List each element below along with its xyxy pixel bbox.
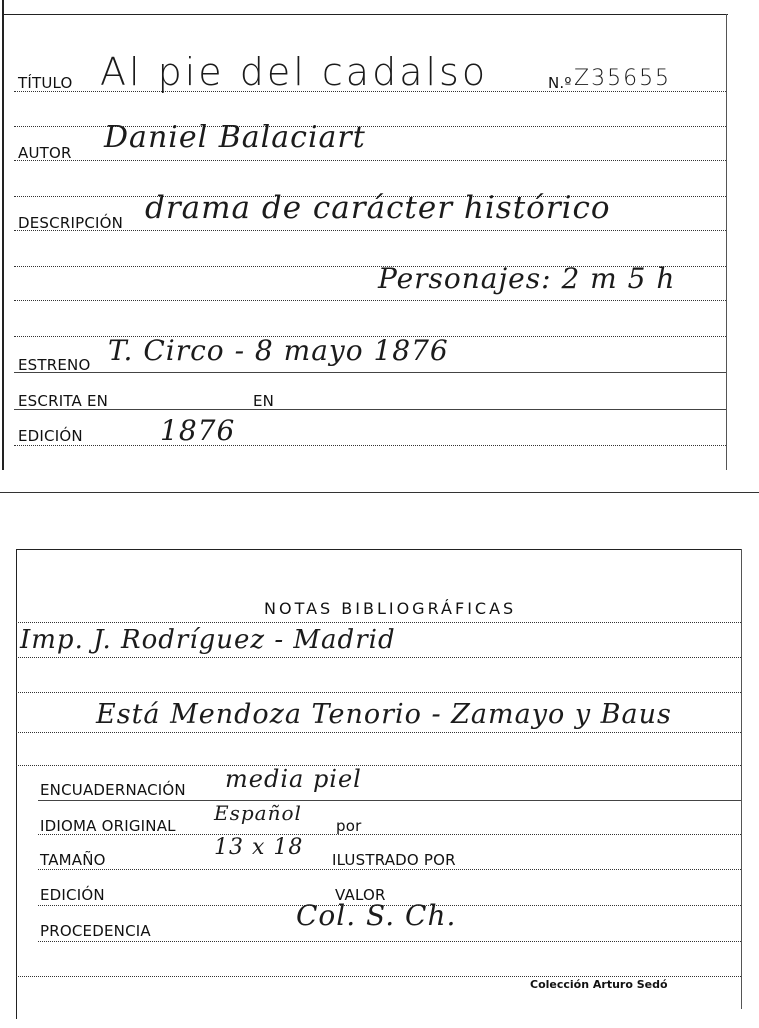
card-edge [2, 14, 728, 15]
ruled-line [16, 732, 741, 733]
card-edge [16, 549, 742, 550]
ruled-line [16, 765, 741, 766]
ruled-line [14, 300, 726, 301]
ruled-line [38, 800, 741, 801]
descripcion-value: drama de carácter histórico [145, 190, 611, 226]
estreno-value: T. Circo - 8 mayo 1876 [108, 334, 449, 367]
procedencia-label: PROCEDENCIA [40, 922, 151, 940]
ruled-line [16, 692, 741, 693]
tamano-label: TAMAÑO [40, 851, 106, 869]
nota-2: Está Mendoza Tenorio - Zamayo y Baus [96, 699, 672, 730]
numero-label: N.º [548, 74, 572, 92]
edicion-label: EDICIÓN [18, 427, 83, 445]
card-edge [741, 549, 742, 1009]
card-edge [726, 14, 727, 470]
card-front [0, 0, 759, 495]
ruled-line [14, 160, 726, 161]
ruled-line [38, 941, 741, 942]
ruled-line [16, 976, 741, 977]
card-edge [2, 0, 4, 470]
descripcion-label: DESCRIPCIÓN [18, 214, 124, 232]
ruled-line [38, 869, 741, 870]
autor-value: Daniel Balaciart [104, 120, 366, 155]
ilustrado-label: ILUSTRADO POR [332, 851, 456, 869]
personajes-value: Personajes: 2 m 5 h [378, 262, 676, 295]
ruled-line [14, 445, 726, 446]
autor-label: AUTOR [18, 144, 72, 162]
en-label: EN [253, 392, 275, 410]
escrita-label: ESCRITA EN [18, 392, 109, 410]
idioma-value: Español [214, 801, 302, 825]
numero-value: Z35655 [574, 66, 672, 91]
encuadernacion-label: ENCUADERNACIÓN [40, 781, 186, 799]
por-label: por [336, 817, 362, 835]
ruled-line [16, 622, 741, 623]
nota-1: Imp. J. Rodríguez - Madrid [20, 625, 396, 655]
ruled-line [14, 372, 726, 373]
card-back [0, 495, 759, 1028]
notas-heading: NOTAS BIBLIOGRÁFICAS [264, 599, 517, 618]
procedencia-value: Col. S. Ch. [296, 899, 457, 932]
card-edge [16, 549, 17, 1019]
estreno-label: ESTRENO [18, 356, 91, 374]
titulo-value: Al pie del cadalso [100, 50, 489, 94]
edicion-back-label: EDICIÓN [40, 886, 105, 904]
collection-credit: Colección Arturo Sedó [530, 978, 668, 991]
tamano-value: 13 x 18 [214, 835, 304, 860]
ruled-line [14, 409, 726, 410]
edicion-value: 1876 [160, 414, 236, 447]
valor-label: VALOR [335, 886, 386, 904]
card-separator [0, 492, 759, 493]
ruled-line [16, 657, 741, 658]
titulo-label: TÍTULO [18, 74, 73, 92]
idioma-label: IDIOMA ORIGINAL [40, 817, 176, 835]
encuadernacion-value: media piel [225, 765, 362, 793]
